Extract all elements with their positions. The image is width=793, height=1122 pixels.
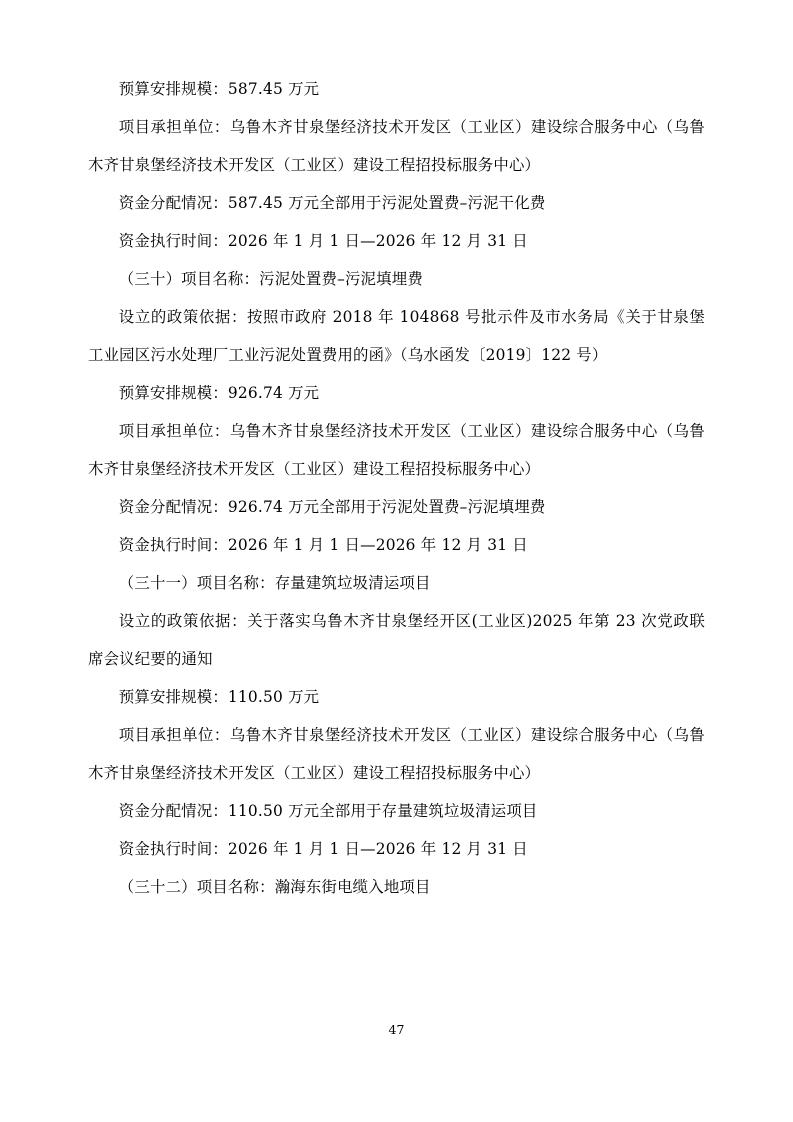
paragraph: 资金执行时间：2026 年 1 月 1 日—2026 年 12 月 31 日 <box>118 232 528 250</box>
paragraph: 项目承担单位：乌鲁木齐甘泉堡经济技术开发区（工业区）建设综合服务中心（乌鲁木齐甘泉堡经济技术开发区（工业区）建设工程招投标服务中心） <box>88 422 705 478</box>
paragraph: 资金执行时间：2026 年 1 月 1 日—2026 年 12 月 31 日 <box>118 536 528 554</box>
paragraph: （三十一）项目名称：存量建筑垃圾清运项目 <box>118 574 431 592</box>
document-body <box>88 70 705 906</box>
paragraph: 项目承担单位：乌鲁木齐甘泉堡经济技术开发区（工业区）建设综合服务中心（乌鲁木齐甘泉堡经济技术开发区（工业区）建设工程招投标服务中心） <box>88 726 705 782</box>
paragraph: 资金分配情况：926.74 万元全部用于污泥处置费–污泥填埋费 <box>118 498 546 516</box>
paragraph: （三十二）项目名称：瀚海东街电缆入地项目 <box>118 878 431 896</box>
paragraph: 资金分配情况：110.50 万元全部用于存量建筑垃圾清运项目 <box>118 802 538 820</box>
paragraph: 预算安排规模：587.45 万元 <box>118 80 320 98</box>
page-number: 47 <box>388 1022 405 1037</box>
paragraph: 设立的政策依据：关于落实乌鲁木齐甘泉堡经开区(工业区)2025 年第 23 次党政联席会议纪要的通知 <box>88 612 705 668</box>
paragraph: （三十）项目名称：污泥处置费–污泥填埋费 <box>118 270 423 288</box>
paragraph: 预算安排规模：926.74 万元 <box>118 384 320 402</box>
paragraph: 设立的政策依据：按照市政府 2018 年 104868 号批示件及市水务局《关于甘泉堡工业园区污水处理厂工业污泥处置费用的函》（乌水函发〔2019〕122 号） <box>88 308 705 364</box>
paragraph: 预算安排规模：110.50 万元 <box>118 688 320 706</box>
paragraph: 项目承担单位：乌鲁木齐甘泉堡经济技术开发区（工业区）建设综合服务中心（乌鲁木齐甘泉堡经济技术开发区（工业区）建设工程招投标服务中心） <box>88 118 705 174</box>
paragraph: 资金执行时间：2026 年 1 月 1 日—2026 年 12 月 31 日 <box>118 840 528 858</box>
paragraph: 资金分配情况：587.45 万元全部用于污泥处置费–污泥干化费 <box>118 194 546 212</box>
